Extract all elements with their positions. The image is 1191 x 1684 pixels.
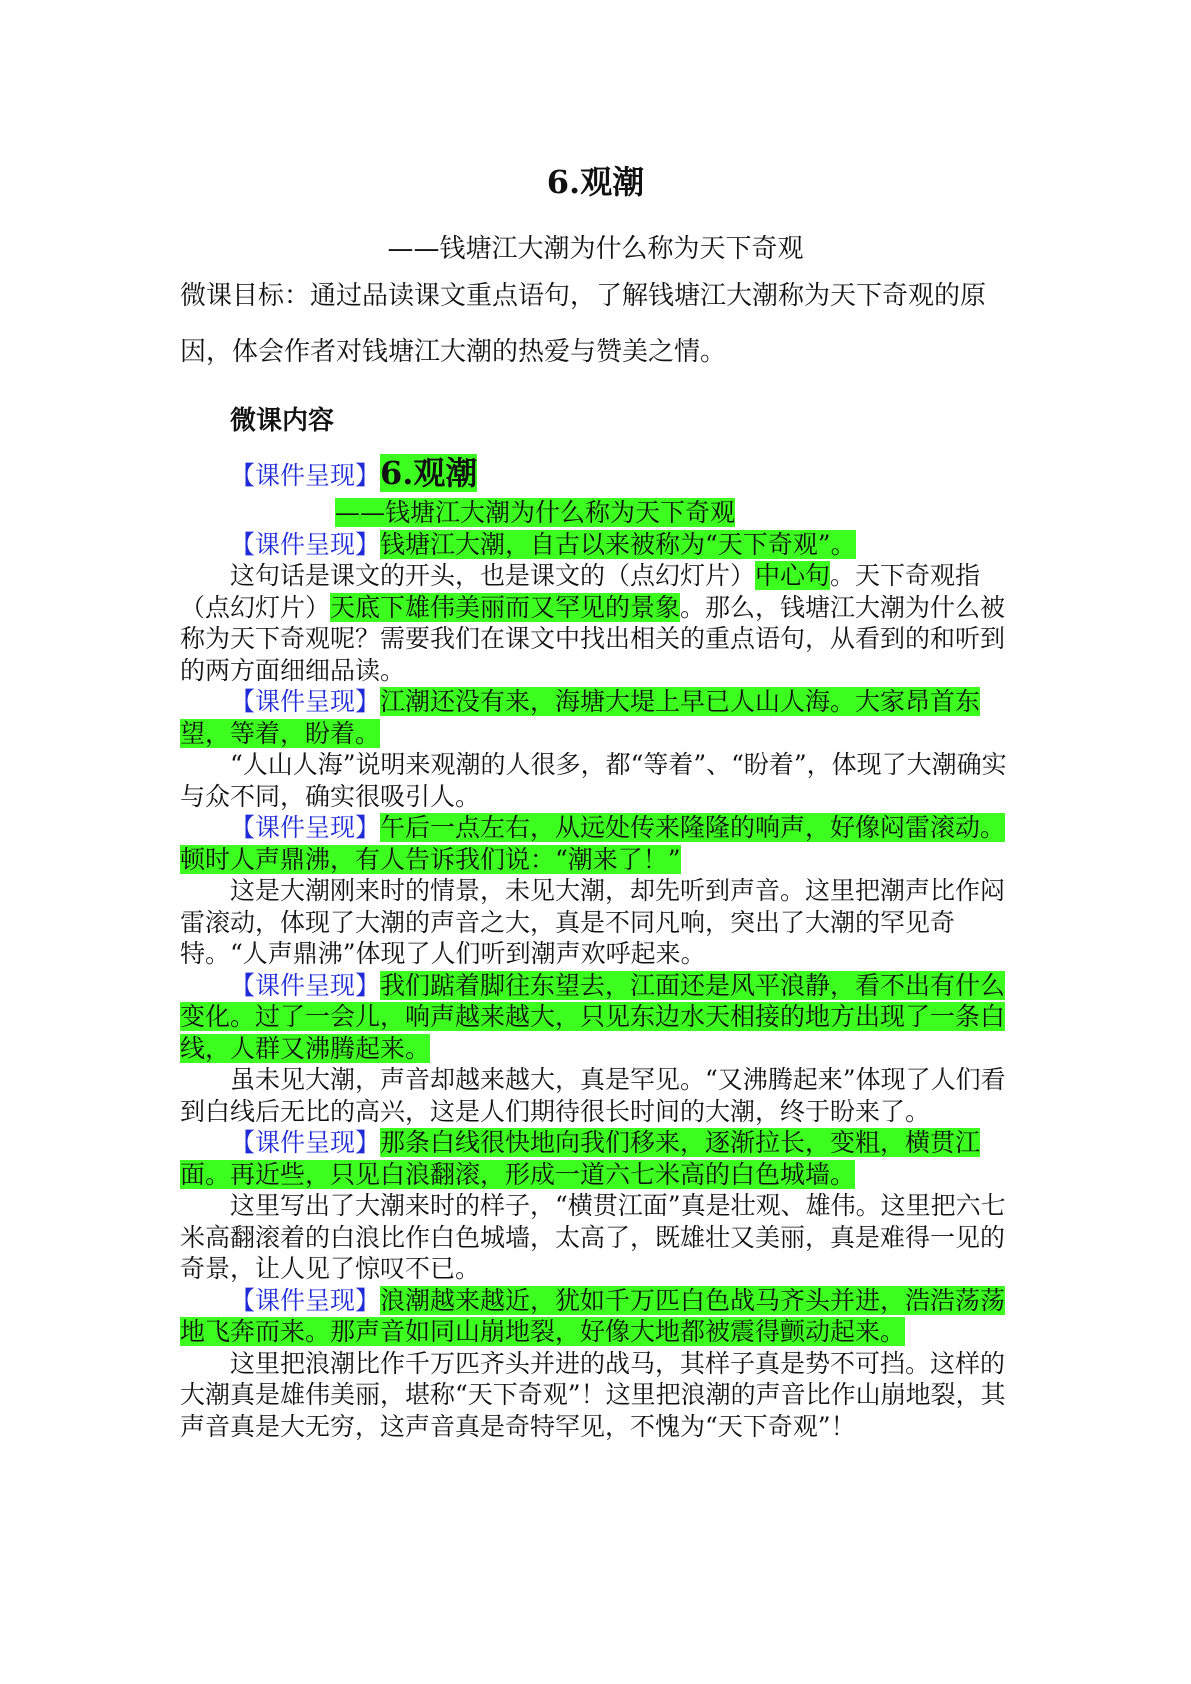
explanation-paragraph-2: “人山人海”说明来观潮的人很多，都“等着”、“盼着”，体现了大潮确实与众不同，确实很吸引人。 [180,750,1007,811]
highlight-definition: 天底下雄伟美丽而又罕见的景象 [330,592,681,622]
slide-tag: 【课件呈现】 [230,461,381,490]
explanation-paragraph-6: 这里把浪潮比作千万匹齐头并进的战马，其样子真是势不可挡。这样的大潮真是雄伟美丽，堪称“天下奇观”！这里把浪潮的声音比作山崩地裂，其声音真是大无穷，这声音真是奇特罕见，不愧为“天下奇观”！ [180,1348,1006,1441]
quote-paragraph-2 [180,686,1025,749]
slide-tag: 【课件呈现】 [230,813,381,842]
quote-text-2: 江潮还没有来，海塘大堤上早已人山人海。大家昂首东望，等着，盼着。 [180,687,981,748]
lesson-goal: 微课目标：通过品读课文重点语句，了解钱塘江大潮称为天下奇观的原因，体会作者对钱塘江大潮的热爱与赞美之情。 [180,281,987,367]
slide-tag: 【课件呈现】 [230,970,381,1000]
slide-title-line [180,452,1025,497]
quote-paragraph-6 [180,1285,1025,1348]
slide-tag: 【课件呈现】 [230,687,381,716]
quote-text-3: 午后一点左右，从远处传来隆隆的响声，好像闷雷滚动。顿时人声鼎沸，有人告诉我们说：“潮来了！” [180,813,1006,874]
explanation-text: 这句话是课文的开头，也是课文的（点幻灯片） [230,561,756,590]
quote-paragraph-4 [180,970,1025,1065]
explanation-paragraph-3: 这是大潮刚来时的情景，未见大潮，却先听到声音。这里把潮声比作闷雷滚动，体现了大潮的声音之大，真是不同凡响，突出了大潮的罕见奇特。“人声鼎沸”体现了人们听到潮声欢呼起来。 [180,876,1006,968]
page-title: 6.观潮 [546,163,645,201]
slide-subtitle-line [180,497,1025,529]
page-subtitle: ——钱塘江大潮为什么称为天下奇观 [387,234,804,264]
slide-tag: 【课件呈现】 [230,1285,381,1315]
slide-title: 6.观潮 [380,454,478,492]
quote-paragraph-3 [180,812,1025,875]
explanation-paragraph-5: 这里写出了大潮来时的样子，“横贯江面”真是壮观、雄伟。这里把六七米高翻滚着的白浪比作白色城墙，太高了，既雄壮又美丽，真是难得一见的奇景，让人见了惊叹不已。 [180,1191,1006,1283]
quote-paragraph-1 [180,529,1025,561]
slide-subtitle: ——钱塘江大潮为什么称为天下奇观 [335,498,736,527]
quote-text-4: 我们踮着脚往东望去，江面还是风平浪静，看不出有什么变化。过了一会儿，响声越来越大，只见东边水天相接的地方出现了一条白线，人群又沸腾起来。 [180,970,1006,1063]
highlight-central-sentence: 中心句 [755,561,831,590]
quote-text-6: 浪潮越来越近，犹如千万匹白色战马齐头并进，浩浩荡荡地飞奔而来。那声音如同山崩地裂，好像大地都被震得颤动起来。 [180,1285,1006,1346]
explanation-text: 。天下奇观指（点幻灯片） [180,561,981,622]
content-heading: 微课内容 [230,406,335,436]
slide-tag: 【课件呈现】 [230,529,381,559]
quote-paragraph-5 [180,1127,1025,1190]
quote-text-5: 那条白线很快地向我们移来，逐渐拉长，变粗，横贯江面。再近些，只见白浪翻滚，形成一道六七米高的白色城墙。 [180,1128,981,1189]
lesson-content [180,452,1025,1442]
explanation-paragraph-1 [180,560,1025,686]
explanation-text: 。那么，钱塘江大潮为什么被称为天下奇观呢？需要我们在课文中找出相关的重点语句，从看到的和听到的两方面细细品读。 [180,592,1006,685]
quote-text-1: 钱塘江大潮，自古以来被称为“天下奇观”。 [380,529,856,559]
explanation-paragraph-4: 虽未见大潮，声音却越来越大，真是罕见。“又沸腾起来”体现了人们看到白线后无比的高兴，这是人们期待很长时间的大潮，终于盼来了。 [180,1065,1006,1126]
slide-tag: 【课件呈现】 [230,1128,381,1157]
